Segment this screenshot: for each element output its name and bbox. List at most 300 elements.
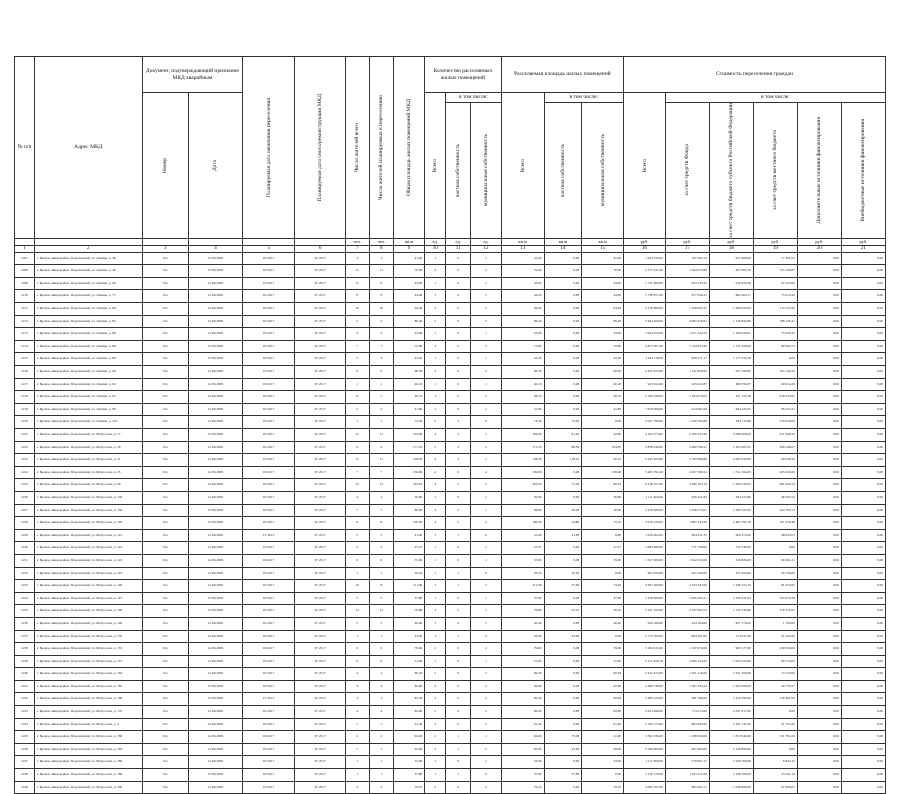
table-cell: 13 732,00: [753, 668, 797, 681]
table-cell: б/н: [142, 315, 188, 328]
table-cell: 0,00: [582, 416, 624, 429]
table-cell: 138,20: [393, 454, 424, 467]
table-cell: 0,00: [544, 277, 582, 290]
table-cell: 35,90: [501, 554, 544, 567]
table-cell: 1 141 859,92: [665, 366, 709, 379]
table-cell: 11: [369, 429, 393, 442]
table-cell: 1 619 902,00: [624, 529, 666, 542]
header-area-private: частная собственность: [544, 103, 582, 239]
table-cell: IV 2017: [295, 378, 345, 391]
column-number-cell: 18: [709, 245, 753, 252]
table-cell: 23 041,10: [753, 769, 797, 782]
table-cell: 1242: [15, 693, 35, 706]
table-cell: 43,00: [544, 743, 582, 756]
table-cell: 21.09.2009: [188, 718, 242, 731]
table-cell: 21.09.2009: [188, 529, 242, 542]
table-cell: 5: [369, 617, 393, 630]
table-cell: 2 407 180,52: [665, 466, 709, 479]
table-cell: 21.09.2009: [188, 630, 242, 643]
column-number-cell: 1: [15, 245, 35, 252]
table-cell: 2: [471, 743, 501, 756]
column-number-cell: 2: [34, 245, 142, 252]
table-row: [15, 542, 886, 555]
table-cell: 2: [471, 706, 501, 719]
table-row: [15, 731, 886, 744]
table-row: [15, 529, 886, 542]
table-cell: 60,30: [393, 366, 424, 379]
table-cell: г. Бренск, микрорайон. Пороховский, ул. Ленина, д. 49: [34, 265, 142, 278]
table-cell: 82,39: [501, 693, 544, 706]
table-cell: г. Бренск, микрорайон. Пороховский, ул. Матросова, д. 21: [34, 454, 142, 467]
table-cell: 230 650,00: [753, 643, 797, 656]
table-cell: 1: [369, 756, 393, 769]
table-cell: 0,00: [797, 529, 841, 542]
table-cell: 1221: [15, 429, 35, 442]
table-cell: 0,00: [841, 491, 885, 504]
header-residents-planned: Число жителей планируемых к переселению: [369, 57, 393, 239]
table-cell: 61,20: [544, 429, 582, 442]
table-cell: 1 151 458,66: [709, 340, 753, 353]
table-cell: 0,00: [544, 290, 582, 303]
header-cost-group: Стоимость переселения граждан: [624, 57, 886, 93]
table-cell: 37,60: [544, 580, 582, 593]
table-cell: 0,00: [841, 366, 885, 379]
table-cell: б/н: [142, 769, 188, 782]
table-cell: 0: [446, 366, 471, 379]
table-cell: 1: [369, 416, 393, 429]
table-cell: 139,90: [393, 466, 424, 479]
table-cell: 0,00: [797, 491, 841, 504]
table-cell: 884 463,00: [665, 718, 709, 731]
table-cell: 37,80: [393, 592, 424, 605]
table-cell: 21.09.2009: [188, 605, 242, 618]
table-cell: 981 780,00: [665, 693, 709, 706]
table-cell: 30,60: [501, 491, 544, 504]
header-cost-extra-sources: Дополнительные источники финансирования: [797, 103, 841, 239]
table-cell: 1245: [15, 731, 35, 744]
table-cell: 4: [345, 706, 369, 719]
unit-cell: [188, 238, 242, 245]
table-cell: 0: [446, 265, 471, 278]
table-cell: 1 132 740,80: [709, 605, 753, 618]
table-cell: 0: [446, 277, 471, 290]
table-cell: 67 222,00: [753, 277, 797, 290]
table-cell: 21.09.2009: [188, 680, 242, 693]
table-cell: 41,00: [544, 529, 582, 542]
table-cell: 3: [425, 366, 446, 379]
table-cell: 1214: [15, 340, 35, 353]
table-cell: 934 135,25: [665, 277, 709, 290]
table-cell: 21.09.2009: [188, 781, 242, 794]
header-residents-total: Число жителей всего: [345, 57, 369, 239]
table-cell: 0: [446, 353, 471, 366]
table-cell: 8: [369, 655, 393, 668]
table-cell: 2 146 890,00: [709, 743, 753, 756]
table-cell: III 2017: [243, 403, 295, 416]
table-row: [15, 706, 886, 719]
table-cell: 79,80: [501, 605, 544, 618]
table-cell: 61,40: [582, 718, 624, 731]
table-cell: 0,00: [544, 643, 582, 656]
table-cell: б/н: [142, 328, 188, 341]
table-cell: IV 2017: [295, 668, 345, 681]
table-cell: 3: [425, 605, 446, 618]
table-row: [15, 466, 886, 479]
table-cell: 3 591 936,00: [624, 731, 666, 744]
table-cell: 0,00: [841, 265, 885, 278]
table-cell: 46 502,54: [753, 491, 797, 504]
table-row: [15, 781, 886, 794]
table-cell: г. Бренск, микрорайон. Пороховский, ул. Матросова, д. 168: [34, 693, 142, 706]
table-cell: 0,00: [544, 617, 582, 630]
table-cell: 3: [425, 743, 446, 756]
table-cell: 2: [425, 668, 446, 681]
table-cell: 72,80: [501, 340, 544, 353]
table-cell: 5: [369, 315, 393, 328]
table-cell: IV 2017: [295, 290, 345, 303]
table-cell: 1223: [15, 454, 35, 467]
table-cell: г. Бренск, микрорайон. Пороховский, ул. Ленина, д. 96: [34, 403, 142, 416]
table-cell: г. Бренск, микрорайон. Пороховский, ул. Матросова, д. 186: [34, 756, 142, 769]
table-cell: б/н: [142, 277, 188, 290]
table-cell: IV 2017: [295, 366, 345, 379]
table-cell: IV 2017: [295, 605, 345, 618]
table-cell: 0: [446, 592, 471, 605]
table-cell: 37,80: [501, 592, 544, 605]
table-cell: 21.09.2009: [188, 731, 242, 744]
table-cell: 82,00: [582, 706, 624, 719]
table-cell: 1: [369, 769, 393, 782]
table-cell: б/н: [142, 605, 188, 618]
table-cell: 0,00: [841, 680, 885, 693]
table-cell: 1 715 700,00: [624, 630, 666, 643]
table-cell: 24,80: [544, 517, 582, 530]
table-cell: 2: [471, 265, 501, 278]
unit-cell: руб.: [624, 238, 666, 245]
header-cost-incl: в том числе:: [665, 93, 885, 103]
table-cell: 64,20: [501, 303, 544, 316]
table-cell: 1: [369, 567, 393, 580]
table-cell: 0: [446, 303, 471, 316]
table-cell: 82,00: [501, 706, 544, 719]
unit-cell: ед.: [471, 238, 501, 245]
table-cell: IV 2017: [295, 680, 345, 693]
table-cell: 33,00: [501, 756, 544, 769]
table-cell: 8: [345, 655, 369, 668]
table-cell: IV 2017: [295, 731, 345, 744]
table-cell: 21.09.2009: [188, 706, 242, 719]
table-cell: 0,00: [841, 643, 885, 656]
table-cell: III 2017: [243, 454, 295, 467]
unit-cell: [243, 238, 295, 245]
table-cell: III 2017: [243, 391, 295, 404]
column-number-cell: 16: [624, 245, 666, 252]
table-cell: 30,60: [393, 491, 424, 504]
table-cell: 9: [345, 517, 369, 530]
table-cell: 0,00: [797, 290, 841, 303]
table-row: [15, 617, 886, 630]
table-cell: 3: [345, 252, 369, 265]
table-cell: 0,00: [841, 315, 885, 328]
table-cell: 0,00: [841, 554, 885, 567]
table-cell: 111,00: [501, 580, 544, 593]
table-cell: 64,20: [582, 303, 624, 316]
table-cell: б/н: [142, 353, 188, 366]
table-cell: IV 2017: [295, 781, 345, 794]
table-cell: 2 937 796,00: [624, 416, 666, 429]
table-cell: б/н: [142, 416, 188, 429]
table-cell: 60,30: [501, 366, 544, 379]
table-cell: г. Бренск, микрорайон. Пороховский, ул. Матросова, д. 182: [34, 743, 142, 756]
table-cell: 64,20: [393, 303, 424, 316]
table-cell: IV 2017: [295, 466, 345, 479]
table-cell: 1233: [15, 580, 35, 593]
table-row: [15, 416, 886, 429]
table-cell: 1 307 232,24: [665, 680, 709, 693]
table-cell: 251 908,25: [753, 429, 797, 442]
table-cell: IV 2017: [295, 252, 345, 265]
table-row: [15, 340, 886, 353]
table-cell: 33,00: [393, 756, 424, 769]
table-cell: 11: [345, 429, 369, 442]
column-number-cell: 8: [369, 245, 393, 252]
table-cell: 0,00: [797, 429, 841, 442]
unit-cell: руб.: [709, 238, 753, 245]
table-cell: 0,00: [544, 706, 582, 719]
table-cell: 41,80: [582, 403, 624, 416]
table-cell: 7: [369, 504, 393, 517]
table-cell: 56,00: [544, 504, 582, 517]
table-cell: 0,00: [841, 378, 885, 391]
table-cell: б/н: [142, 378, 188, 391]
table-cell: 0,00: [841, 353, 885, 366]
table-cell: 0,00: [797, 328, 841, 341]
table-cell: б/н: [142, 441, 188, 454]
table-cell: 1220: [15, 416, 35, 429]
table-cell: 1 117 006,00: [624, 756, 666, 769]
unit-cell: руб.: [797, 238, 841, 245]
header-cost-subject-budget: за счет средств бюджета субъекта Российской Федерации: [709, 103, 753, 239]
table-cell: 0,00: [544, 391, 582, 404]
table-row: [15, 366, 886, 379]
table-cell: 1228: [15, 517, 35, 530]
table-cell: III 2017: [243, 617, 295, 630]
table-cell: 0,00: [544, 655, 582, 668]
table-cell: 0,00: [753, 353, 797, 366]
table-cell: б/н: [142, 504, 188, 517]
table-cell: 74,50: [393, 416, 424, 429]
table-cell: 1: [471, 491, 501, 504]
table-cell: 1 790 346,00: [624, 391, 666, 404]
table-cell: 2: [446, 605, 471, 618]
table-cell: 44,00: [501, 290, 544, 303]
table-cell: 0,00: [544, 378, 582, 391]
table-cell: 1: [471, 277, 501, 290]
table-cell: 163,02: [393, 479, 424, 492]
table-cell: 72,80: [582, 340, 624, 353]
table-cell: 619 826,00: [709, 554, 753, 567]
table-cell: 21.09.2009: [188, 277, 242, 290]
table-cell: 1225: [15, 479, 35, 492]
table-cell: г. Бренск, микрорайон. Пороховский, ул. Ленина, д. 95: [34, 391, 142, 404]
table-cell: 2 435 672,00: [624, 366, 666, 379]
unit-cell: кв.м: [501, 238, 544, 245]
table-cell: 827 179,00: [709, 617, 753, 630]
table-cell: б/н: [142, 252, 188, 265]
table-cell: 21.09.2009: [188, 743, 242, 756]
table-cell: 1219: [15, 403, 35, 416]
table-cell: 7: [345, 504, 369, 517]
header-area-incl: в том числе:: [544, 93, 624, 103]
table-cell: 40,40: [501, 617, 544, 630]
table-cell: 926 160,00: [624, 617, 666, 630]
table-cell: 0,00: [841, 781, 885, 794]
table-cell: 8: [345, 290, 369, 303]
table-cell: 1: [425, 391, 446, 404]
table-cell: III 2017: [243, 743, 295, 756]
table-cell: 61 751,00: [753, 718, 797, 731]
table-cell: III 2017: [243, 378, 295, 391]
table-cell: 1239: [15, 655, 35, 668]
table-cell: 579 907,17: [665, 756, 709, 769]
table-row: [15, 391, 886, 404]
table-cell: 3: [425, 340, 446, 353]
table-cell: б/н: [142, 655, 188, 668]
table-cell: 0,00: [797, 781, 841, 794]
column-number-cell: 9: [393, 245, 424, 252]
table-cell: 571 760,00: [665, 542, 709, 555]
table-cell: 1: [471, 252, 501, 265]
header-doc-date: Дата: [188, 93, 242, 239]
table-cell: 40,10: [501, 378, 544, 391]
table-cell: г. Бренск, микрорайон. Пороховский, ул. Матросова, д. 150: [34, 630, 142, 643]
table-cell: 21.09.2009: [188, 265, 242, 278]
table-cell: 2 968 780,21: [665, 441, 709, 454]
table-cell: 0: [471, 416, 501, 429]
table-cell: III 2017: [243, 328, 295, 341]
table-cell: 1 924 070,00: [624, 328, 666, 341]
table-cell: IV 2015: [243, 693, 295, 706]
header-qty-municipal: муниципальная собственность: [471, 103, 501, 239]
unit-cell: руб.: [841, 238, 885, 245]
table-cell: 2: [369, 542, 393, 555]
table-cell: 1 700,00: [753, 617, 797, 630]
table-cell: 2: [471, 517, 501, 530]
table-row: [15, 769, 886, 782]
table-row: [15, 743, 886, 756]
table-cell: IV 2017: [295, 454, 345, 467]
table-cell: 1: [471, 504, 501, 517]
table-cell: IV 2017: [295, 617, 345, 630]
table-cell: 1 095 154,22: [665, 655, 709, 668]
table-cell: г. Бренск, микрорайон. Пороховский, ул. Матросова, д. 170: [34, 706, 142, 719]
table-cell: 0,00: [841, 391, 885, 404]
table-cell: 1 042 022,00: [665, 554, 709, 567]
table-cell: 11: [369, 454, 393, 467]
table-cell: 2: [471, 303, 501, 316]
table-cell: 0: [446, 403, 471, 416]
table-cell: 425 622,87: [665, 378, 709, 391]
table-cell: 3 489 125,00: [624, 693, 666, 706]
table-cell: IV 2015: [243, 529, 295, 542]
table-cell: 0,00: [797, 416, 841, 429]
table-cell: 2 654 496,00: [624, 706, 666, 719]
column-number-cell: 15: [582, 245, 624, 252]
table-cell: 0,00: [797, 454, 841, 467]
table-cell: 1 248 160,00: [709, 769, 753, 782]
table-cell: 1: [471, 429, 501, 442]
table-cell: IV 2017: [295, 277, 345, 290]
table-row: [15, 315, 886, 328]
table-cell: 0,00: [544, 668, 582, 681]
table-cell: 2 873 367,00: [624, 340, 666, 353]
table-cell: 21.09.2009: [188, 328, 242, 341]
table-cell: 0,00: [544, 403, 582, 416]
table-cell: 1: [425, 277, 446, 290]
table-cell: 21.09.2009: [188, 252, 242, 265]
table-cell: 2: [369, 731, 393, 744]
table-cell: 1: [369, 378, 393, 391]
table-cell: 21.09.2009: [188, 441, 242, 454]
table-cell: г. Бренск, микрорайон. Пороховский, ул. Матросова, д. 142: [34, 542, 142, 555]
table-cell: 0,00: [797, 315, 841, 328]
table-cell: 229 433,81: [753, 391, 797, 404]
table-cell: 6: [345, 391, 369, 404]
table-cell: б/н: [142, 517, 188, 530]
table-cell: 0,00: [797, 542, 841, 555]
table-cell: г. Бренск, микрорайон. Пороховский, ул. Ленина, д. 86: [34, 328, 142, 341]
table-cell: 43,20: [501, 353, 544, 366]
table-cell: 3: [471, 366, 501, 379]
table-cell: 27,27: [582, 542, 624, 555]
table-cell: III 2017: [243, 718, 295, 731]
table-cell: 1: [425, 554, 446, 567]
table-cell: 1 256 221,03: [709, 592, 753, 605]
table-cell: 281 943,24: [753, 479, 797, 492]
table-cell: III 2017: [243, 580, 295, 593]
table-cell: III 2017: [243, 567, 295, 580]
table-cell: г. Бренск, микрорайон. Пороховский, ул. Матросова, д. 164: [34, 668, 142, 681]
table-cell: 0,00: [841, 580, 885, 593]
column-number-cell: 14: [544, 245, 582, 252]
table-cell: 49,00: [582, 743, 624, 756]
table-cell: 103,05: [582, 441, 624, 454]
table-cell: 99 046,50: [753, 454, 797, 467]
table-cell: 197 378,38: [753, 517, 797, 530]
table-cell: г. Бренск, микрорайон. Пороховский, ул. Матросова, д. 148: [34, 605, 142, 618]
table-cell: 14: [369, 479, 393, 492]
table-cell: 20,50: [501, 567, 544, 580]
table-cell: г. Бренск, микрорайон. Пороховский, ул. Матросова, д. 149: [34, 617, 142, 630]
table-cell: 1: [471, 353, 501, 366]
table-cell: 0,00: [797, 504, 841, 517]
table-cell: 0,00: [797, 718, 841, 731]
unit-cell: [34, 238, 142, 245]
table-cell: 41,00: [393, 252, 424, 265]
table-cell: 3: [471, 340, 501, 353]
table-cell: 5 858 248,00: [624, 441, 666, 454]
unit-cell: чел.: [369, 238, 393, 245]
table-cell: б/н: [142, 630, 188, 643]
table-cell: 21.09.2009: [188, 479, 242, 492]
table-cell: 972 466,99: [709, 252, 753, 265]
table-cell: 0,00: [797, 441, 841, 454]
table-cell: IV 2017: [295, 529, 345, 542]
table-cell: б/н: [142, 403, 188, 416]
table-cell: 1: [425, 328, 446, 341]
header-cost-offbudget-sources: Внебюджетные источники финансирования: [841, 103, 885, 239]
table-row: [15, 567, 886, 580]
